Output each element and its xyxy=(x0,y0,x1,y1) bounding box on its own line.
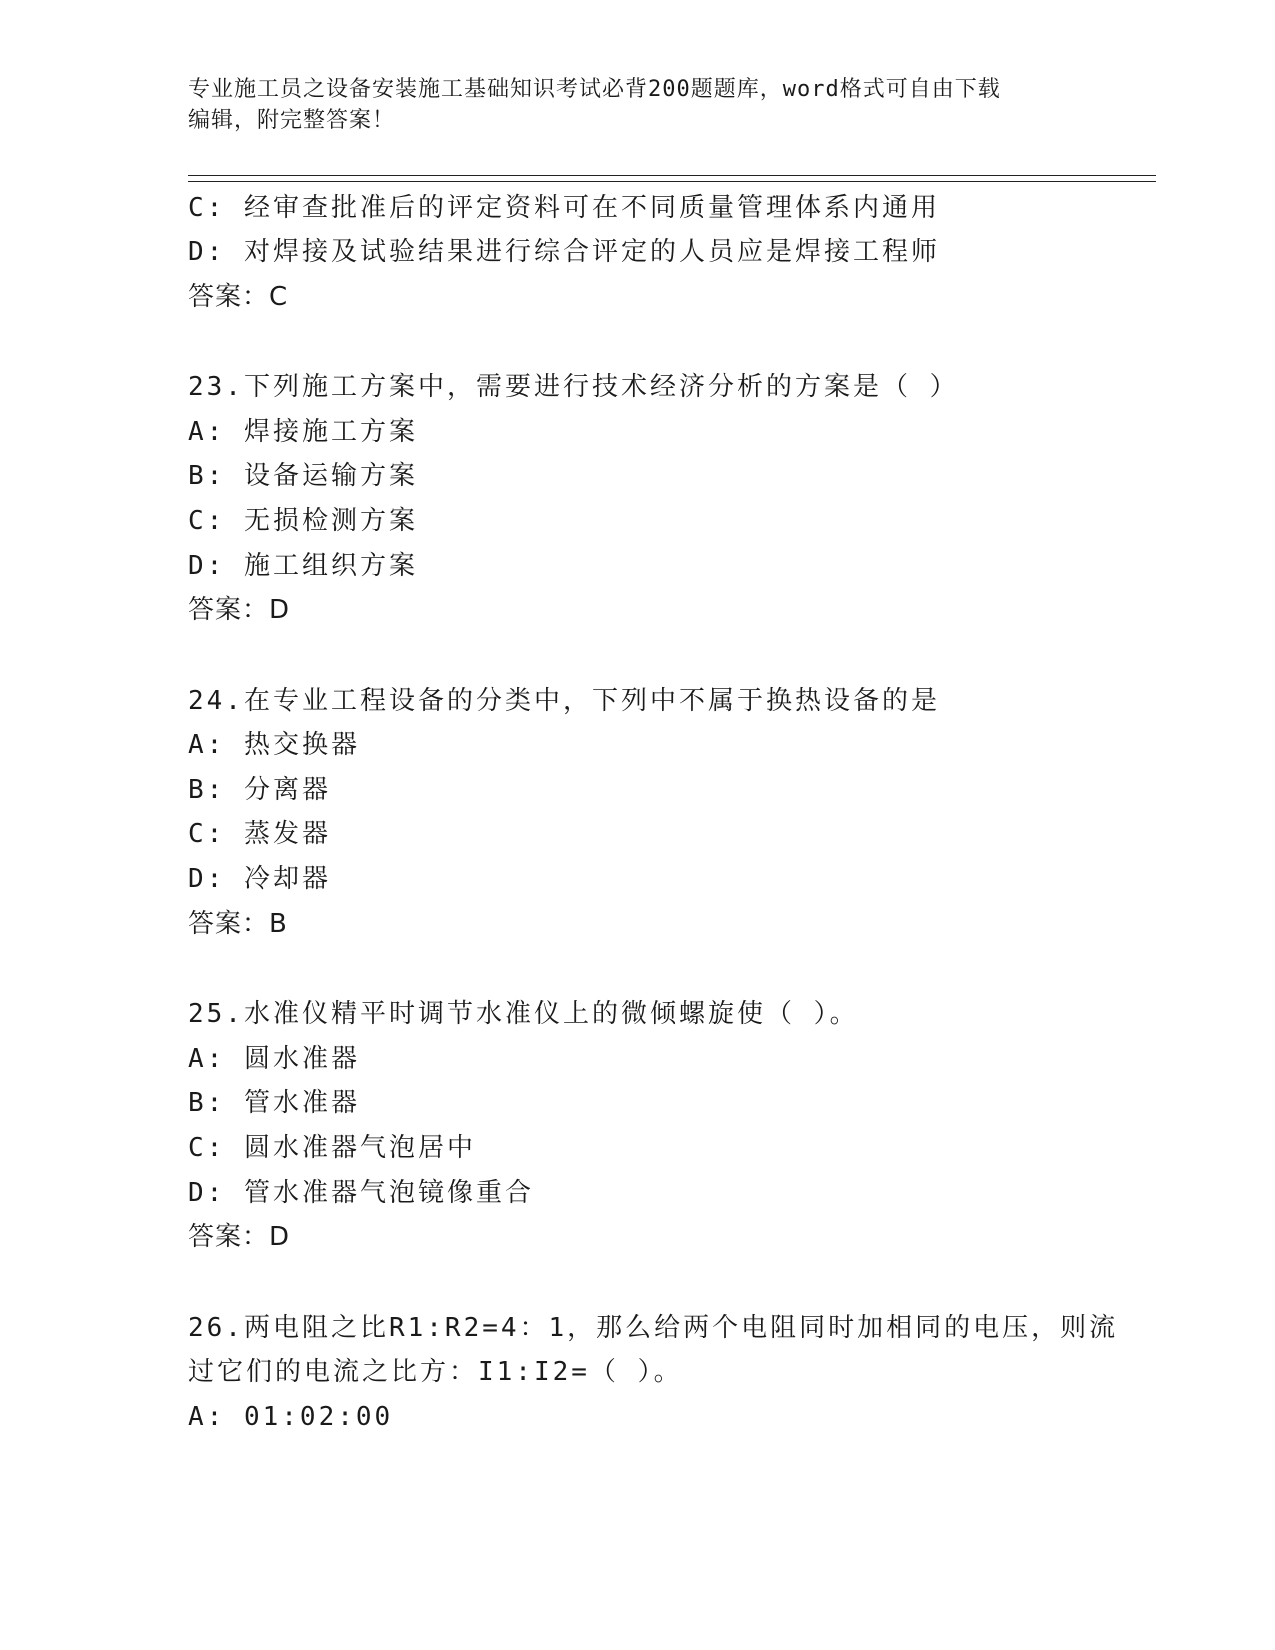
header-line-1: 专业施工员之设备安装施工基础知识考试必背200题题库，word格式可自由下载 xyxy=(188,77,1001,102)
option-d-q25: D: 管水准器气泡镜像重合 xyxy=(188,1178,534,1208)
header-divider-bottom xyxy=(188,181,1156,182)
header-line-2: 编辑，附完整答案！ xyxy=(188,108,396,133)
question-25: 25.水准仪精平时调节水准仪上的微倾螺旋使（ ）。 xyxy=(188,999,859,1029)
option-b-q25: B: 管水准器 xyxy=(188,1088,360,1118)
document-header xyxy=(188,74,1088,136)
option-a-q23: A: 焊接施工方案 xyxy=(188,417,418,447)
question-26-continued: 过它们的电流之比方：I1:I2=（ ）。 xyxy=(188,1357,683,1387)
question-23: 23.下列施工方案中，需要进行技术经济分析的方案是（ ） xyxy=(188,372,959,402)
option-c-q23: C: 无损检测方案 xyxy=(188,506,418,536)
question-26: 26.两电阻之比R1:R2=4：1，那么给两个电阻同时加相同的电压，则流 xyxy=(188,1313,1119,1343)
option-b-q23: B: 设备运输方案 xyxy=(188,461,418,491)
option-a-q25: A: 圆水准器 xyxy=(188,1044,360,1074)
answer-q23: 答案：D xyxy=(188,595,291,625)
answer-q24: 答案：B xyxy=(188,909,288,939)
option-b-q24: B: 分离器 xyxy=(188,775,331,805)
question-24: 24.在专业工程设备的分类中，下列中不属于换热设备的是 xyxy=(188,686,940,716)
option-a-q26: A: 01:02:00 xyxy=(188,1402,394,1432)
option-d-q23: D: 施工组织方案 xyxy=(188,551,418,581)
option-a-q24: A: 热交换器 xyxy=(188,730,360,760)
header-divider-top xyxy=(188,175,1156,176)
option-c-q24: C: 蒸发器 xyxy=(188,819,331,849)
answer-q22: 答案：C xyxy=(188,282,289,312)
option-c-q25: C: 圆水准器气泡居中 xyxy=(188,1133,476,1163)
option-c-q22: C: 经审查批准后的评定资料可在不同质量管理体系内通用 xyxy=(188,193,940,223)
option-d-q24: D: 冷却器 xyxy=(188,864,331,894)
answer-q25: 答案：D xyxy=(188,1222,291,1252)
option-d-q22: D: 对焊接及试验结果进行综合评定的人员应是焊接工程师 xyxy=(188,237,940,267)
